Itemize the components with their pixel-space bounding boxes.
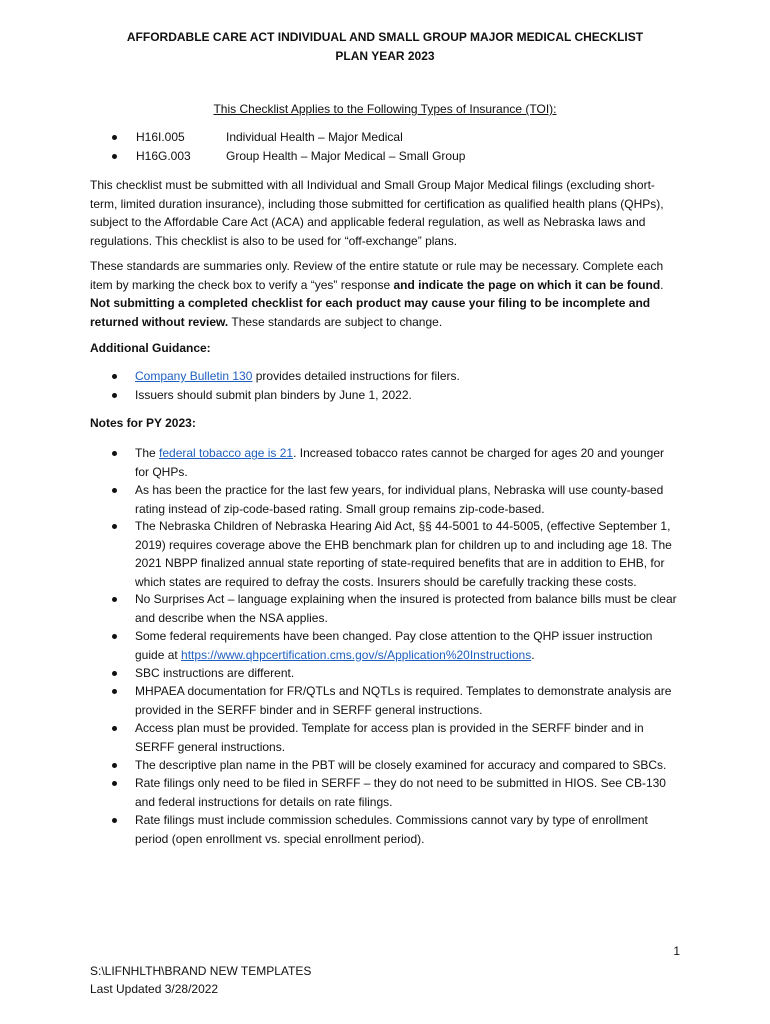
notes-heading: Notes for PY 2023: xyxy=(90,416,196,430)
intro-paragraph: This checklist must be submitted with all Individual and Small Group Major Medical filings (excluding short-term, limited duration insurance), including those submitted for certification as qualified health plans (QHPs), subject to the Affordable Care Act (ACA) and applicable federal regulation, as well as Nebraska laws and regulations. This checklist is also to be used for “off-exchange” plans. xyxy=(90,178,664,248)
list-item-text: Rate filings only need to be filed in SERFF – they do not need to be submitted in HIOS. See CB-130 and federal instructions for details on rate filings. xyxy=(135,776,666,809)
bullet-icon xyxy=(112,154,117,159)
bullet-icon xyxy=(112,393,117,398)
list-item-text: The Nebraska Children of Nebraska Hearing Aid Act, §§ 44-5001 to 44-5005, (effective September 1, 2019) requires coverage above the EHB benchmark plan for children up to and including age 18. The 2021 NBPP finalized annual state reporting of state-required benefits that are in addition to EHB, for which states are required to defray the costs. Insurers should be carefully tracking these costs. xyxy=(135,519,672,589)
list-item-text: As has been the practice for the last few years, for individual plans, Nebraska will use county-based rating instead of zip-code-based rating. Small group remains zip-code-based. xyxy=(135,483,664,516)
bullet-icon xyxy=(112,597,117,602)
list-item-text: . Increased tobacco rates cannot be charged for ages 20 and younger for QHPs. xyxy=(135,446,665,479)
list-item-text: Rate filings must include commission schedules. Commissions cannot vary by type of enrollment period (open enrollment vs. special enrollment period). xyxy=(135,813,648,846)
page-number: 1 xyxy=(673,944,680,958)
bullet-icon xyxy=(112,726,117,731)
standards-text: These standards are summaries only. Review of the entire statute or rule may be necessary. Complete each item by marking the check box to verify a “yes” response xyxy=(90,259,664,292)
list-item-text: The descriptive plan name in the PBT will be closely examined for accuracy and compared to SBCs. xyxy=(135,758,667,772)
standards-paragraph xyxy=(90,257,680,331)
list-item-text: MHPAEA documentation for FR/QTLs and NQTLs is required. Templates to demonstrate analysis are provided in the SERFF binder and in SERFF general instructions. xyxy=(135,684,672,717)
bullet-icon xyxy=(112,524,117,529)
toi-heading: This Checklist Applies to the Following Types of Insurance (TOI): xyxy=(213,102,557,116)
footer-path: S:\LIFNHLTH\BRAND NEW TEMPLATES xyxy=(90,964,312,978)
bullet-icon xyxy=(112,488,117,493)
list-item-text: provides detailed instructions for filers. xyxy=(252,369,460,383)
bullet-icon xyxy=(112,689,117,694)
plan-year-subtitle: PLAN YEAR 2023 xyxy=(335,49,435,63)
list-item-text: Access plan must be provided. Template for access plan is provided in the SERFF binder and in SERFF general instructions. xyxy=(135,721,644,754)
qhp-instructions-link[interactable]: https://www.qhpcertification.cms.gov/s/Application%20Instructions xyxy=(181,647,532,662)
bullet-icon xyxy=(112,781,117,786)
toi-code: H16I.005 xyxy=(136,130,185,144)
list-item-text: . xyxy=(531,647,535,662)
standards-text: These standards are subject to change. xyxy=(228,314,443,329)
document-title: AFFORDABLE CARE ACT INDIVIDUAL AND SMALL GROUP MAJOR MEDICAL CHECKLIST xyxy=(126,30,644,44)
bullet-icon xyxy=(112,451,117,456)
list-item-text: No Surprises Act – language explaining when the insured is protected from balance bills must be clear and describe when the NSA applies. xyxy=(135,592,677,625)
company-bulletin-link[interactable]: Company Bulletin 130 xyxy=(135,369,253,383)
bullet-icon xyxy=(112,671,117,676)
bullet-icon xyxy=(112,634,117,639)
bullet-icon xyxy=(112,135,117,140)
tobacco-age-link[interactable]: federal tobacco age is 21 xyxy=(159,446,294,460)
toi-description: Group Health – Major Medical – Small Group xyxy=(226,149,466,163)
toi-description: Individual Health – Major Medical xyxy=(226,130,403,144)
list-item-text: The xyxy=(135,446,160,460)
guidance-heading: Additional Guidance: xyxy=(90,341,211,355)
list-item-text: Some federal requirements have been changed. Pay close attention to the QHP issuer instruction guide at xyxy=(135,629,653,662)
bullet-icon xyxy=(112,818,117,823)
standards-emphasis: and indicate the page on which it can be found xyxy=(393,277,661,292)
standards-text: . xyxy=(660,277,664,292)
list-item-text: SBC instructions are different. xyxy=(135,666,295,680)
bullet-icon xyxy=(112,374,117,379)
bullet-icon xyxy=(112,763,117,768)
list-item-text: Issuers should submit plan binders by June 1, 2022. xyxy=(135,388,412,402)
standards-warning: Not submitting a completed checklist for each product may cause your filing to be incomplete and returned without review. xyxy=(90,296,651,329)
toi-code: H16G.003 xyxy=(136,149,191,163)
footer-updated: Last Updated 3/28/2022 xyxy=(90,982,219,996)
